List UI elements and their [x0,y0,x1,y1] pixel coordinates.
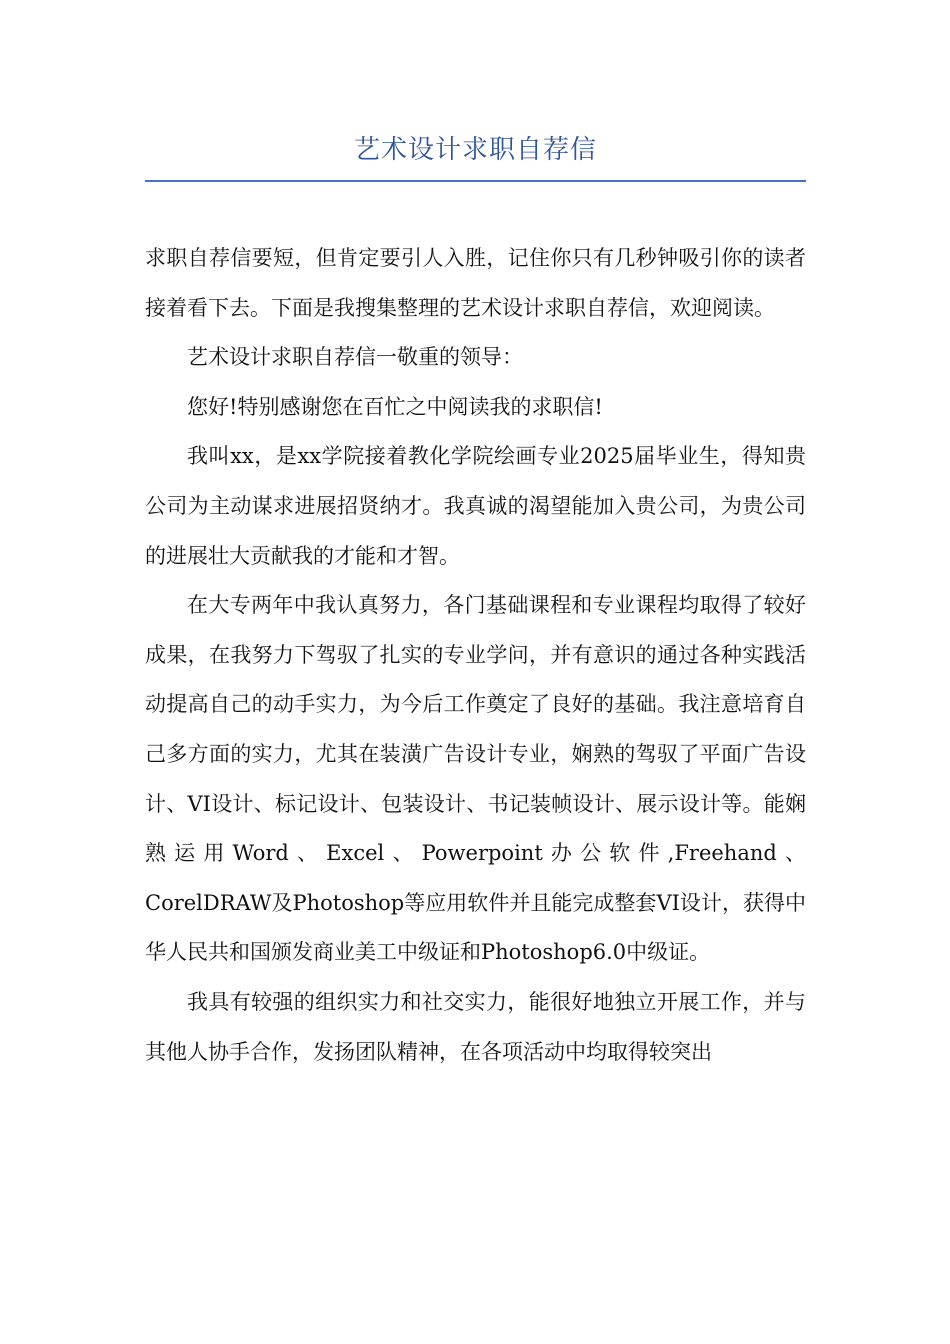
paragraph-salutation: 艺术设计求职自荐信一敬重的领导： [187,345,523,370]
page-title: 艺术设计求职自荐信 [353,135,597,165]
paragraph-intro: 求职自荐信要短，但肯定要引人入胜，记住你只有几秒钟吸引你的读者接着看下去。下面是我搜集整理的艺术设计求职自荐信，欢迎阅读。 [145,246,806,320]
document-body [145,234,806,1077]
paragraph-abilities: 我具有较强的组织实力和社交实力，能很好地独立开展工作，并与其他人协手合作，发扬团队精神，在各项活动中均取得较突出 [145,989,806,1064]
title-underline [145,180,806,182]
paragraph-self-introduction: 我叫xx，是xx学院接着教化学院绘画专业2025届毕业生，得知贵公司为主动谋求进展招贤纳才。我真诚的渴望能加入贵公司，为贵公司的进展壮大贡献我的才能和才智。 [145,444,806,568]
paragraph-education: 在大专两年中我认真努力，各门基础课程和专业课程均取得了较好成果，在我努力下驾驭了扎实的专业学问，并有意识的通过各种实践活动提高自己的动手实力，为今后工作奠定了良好的基础。我注意培育自己多方面的实力，尤其在装潢广告设计专业，娴熟的驾驭了平面广告设计、VI设计、标记设计、包装设计、书记装帧设计、展示设计等。能娴熟运用Word、Excel、Powerpoint办公软件,Freehand、CorelDRAW及Photoshop等应用软件并且能完成整套VI设计，获得中华人民共和国颁发商业美工中级证和Photoshop6.0中级证。 [145,593,806,965]
paragraph-greeting: 您好!特别感谢您在百忙之中阅读我的求职信! [187,394,603,419]
